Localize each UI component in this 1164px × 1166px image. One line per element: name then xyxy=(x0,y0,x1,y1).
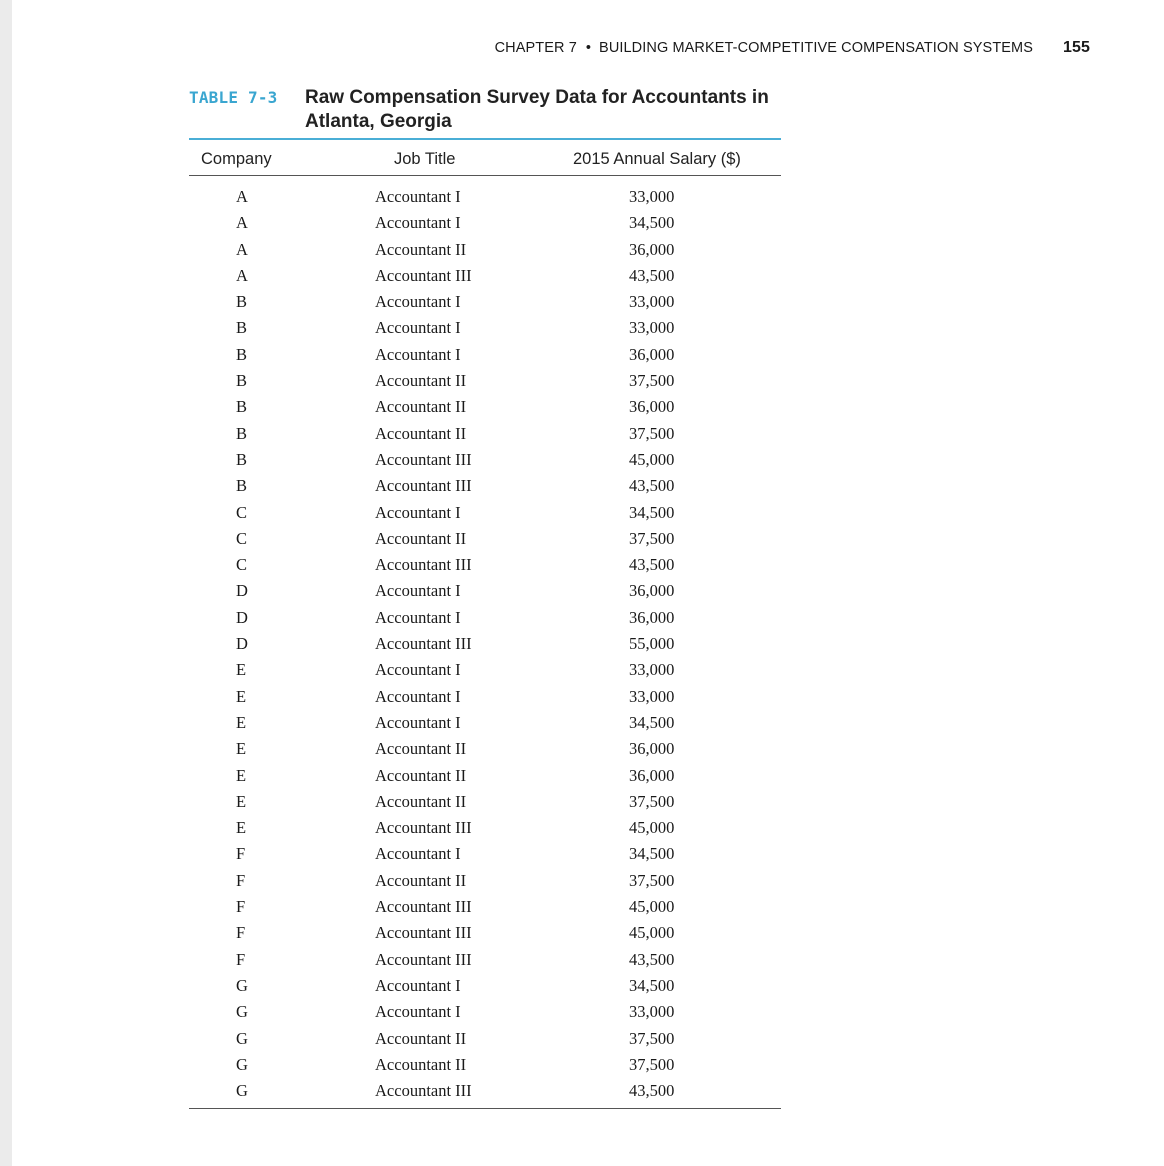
table-row xyxy=(189,343,781,369)
page-gutter xyxy=(0,0,12,1166)
cell-salary: 36,000 xyxy=(629,581,675,601)
cell-job-title: Accountant I xyxy=(375,686,461,706)
cell-job-title: Accountant III xyxy=(375,818,472,838)
cell-job-title: Accountant I xyxy=(375,344,461,364)
cell-company: G xyxy=(236,1028,248,1048)
cell-salary: 34,500 xyxy=(629,844,675,864)
cell-salary: 33,000 xyxy=(629,1002,675,1022)
cell-company: D xyxy=(236,607,248,627)
table-body xyxy=(189,185,781,1105)
table-row xyxy=(189,764,781,790)
cell-salary: 37,500 xyxy=(629,528,675,548)
cell-job-title: Accountant II xyxy=(375,791,467,811)
cell-job-title: Accountant III xyxy=(375,1081,472,1101)
cell-company: G xyxy=(236,975,248,995)
cell-job-title: Accountant I xyxy=(375,187,461,206)
table-row xyxy=(189,474,781,500)
table-row xyxy=(189,501,781,527)
table-row xyxy=(189,1000,781,1026)
cell-salary: 33,000 xyxy=(629,660,675,680)
cell-company: C xyxy=(236,528,248,548)
chapter-title: BUILDING MARKET-COMPETITIVE COMPENSATION SYSTEMS xyxy=(599,40,1033,56)
cell-job-title: Accountant I xyxy=(375,660,461,680)
table-row xyxy=(189,185,781,211)
cell-job-title: Accountant II xyxy=(375,870,467,890)
table-row xyxy=(189,737,781,763)
cell-job-title: Accountant I xyxy=(375,581,461,601)
cell-company: C xyxy=(236,555,248,575)
cell-company: B xyxy=(236,476,248,496)
cell-salary: 43,500 xyxy=(629,555,675,575)
cell-job-title: Accountant III xyxy=(375,476,472,496)
cell-job-title: Accountant III xyxy=(375,449,472,469)
cell-salary: 34,500 xyxy=(629,213,675,233)
cell-company: A xyxy=(236,265,248,285)
cell-job-title: Accountant II xyxy=(375,765,467,785)
cell-company: E xyxy=(236,686,247,706)
bullet-separator: • xyxy=(585,40,592,56)
table-row xyxy=(189,606,781,632)
cell-company: F xyxy=(236,844,246,864)
cell-salary: 36,000 xyxy=(629,344,675,364)
table-row xyxy=(189,658,781,684)
cell-company: A xyxy=(236,213,248,233)
table-row xyxy=(189,869,781,895)
cell-job-title: Accountant II xyxy=(375,423,467,443)
cell-job-title: Accountant I xyxy=(375,502,461,522)
table-row xyxy=(189,1079,781,1105)
table-row xyxy=(189,553,781,579)
cell-company: E xyxy=(236,791,247,811)
cell-salary: 33,000 xyxy=(629,318,675,338)
table-header-row xyxy=(189,150,781,172)
cell-company: B xyxy=(236,344,248,364)
table-top-rule xyxy=(189,138,781,140)
cell-salary: 45,000 xyxy=(629,449,675,469)
cell-job-title: Accountant I xyxy=(375,607,461,627)
table-row xyxy=(189,1053,781,1079)
column-header-company: Company xyxy=(201,150,272,168)
cell-salary: 36,000 xyxy=(629,607,675,627)
cell-job-title: Accountant III xyxy=(375,949,472,969)
table-row xyxy=(189,974,781,1000)
cell-job-title: Accountant II xyxy=(375,528,467,548)
cell-salary: 33,000 xyxy=(629,292,675,312)
cell-job-title: Accountant III xyxy=(375,897,472,917)
cell-company: F xyxy=(236,897,246,917)
cell-salary: 45,000 xyxy=(629,923,675,943)
table-row xyxy=(189,948,781,974)
table-row xyxy=(189,579,781,605)
cell-salary: 37,500 xyxy=(629,371,675,391)
page-number: 155 xyxy=(1063,39,1090,56)
cell-company: B xyxy=(236,318,248,338)
cell-company: E xyxy=(236,765,247,785)
cell-company: E xyxy=(236,712,247,732)
cell-salary: 37,500 xyxy=(629,1028,675,1048)
cell-salary: 36,000 xyxy=(629,739,675,759)
cell-company: E xyxy=(236,739,247,759)
cell-company: B xyxy=(236,292,248,312)
cell-company: E xyxy=(236,818,247,838)
table-row xyxy=(189,842,781,868)
cell-salary: 45,000 xyxy=(629,818,675,838)
column-header-salary: 2015 Annual Salary ($) xyxy=(573,150,741,168)
table-row xyxy=(189,238,781,264)
table-row xyxy=(189,1027,781,1053)
cell-salary: 55,000 xyxy=(629,634,675,654)
cell-company: G xyxy=(236,1054,248,1074)
table-label: TABLE 7-3 xyxy=(189,88,278,107)
cell-salary: 37,500 xyxy=(629,423,675,443)
cell-company: B xyxy=(236,371,248,391)
cell-company: F xyxy=(236,923,246,943)
cell-salary: 36,000 xyxy=(629,765,675,785)
table-row xyxy=(189,316,781,342)
cell-company: G xyxy=(236,1002,248,1022)
cell-company: E xyxy=(236,660,247,680)
table-row xyxy=(189,632,781,658)
cell-company: F xyxy=(236,870,246,890)
table-row xyxy=(189,711,781,737)
cell-job-title: Accountant I xyxy=(375,213,461,233)
cell-job-title: Accountant I xyxy=(375,318,461,338)
table-row xyxy=(189,527,781,553)
cell-company: G xyxy=(236,1081,248,1101)
chapter-number: CHAPTER 7 xyxy=(494,40,577,56)
cell-job-title: Accountant I xyxy=(375,844,461,864)
cell-salary: 43,500 xyxy=(629,265,675,285)
cell-salary: 43,500 xyxy=(629,1081,675,1101)
cell-job-title: Accountant III xyxy=(375,923,472,943)
cell-job-title: Accountant II xyxy=(375,1028,467,1048)
cell-job-title: Accountant I xyxy=(375,292,461,312)
cell-job-title: Accountant II xyxy=(375,239,467,259)
cell-salary: 33,000 xyxy=(629,187,675,206)
cell-company: D xyxy=(236,634,248,654)
cell-salary: 43,500 xyxy=(629,476,675,496)
cell-company: B xyxy=(236,397,248,417)
table-header-rule xyxy=(189,175,781,176)
cell-company: B xyxy=(236,449,248,469)
table-row xyxy=(189,790,781,816)
cell-job-title: Accountant II xyxy=(375,397,467,417)
cell-salary: 37,500 xyxy=(629,1054,675,1074)
cell-company: A xyxy=(236,187,248,206)
table-row xyxy=(189,264,781,290)
cell-salary: 37,500 xyxy=(629,870,675,890)
cell-job-title: Accountant III xyxy=(375,265,472,285)
table-row xyxy=(189,395,781,421)
cell-salary: 43,500 xyxy=(629,949,675,969)
cell-company: F xyxy=(236,949,246,969)
cell-salary: 34,500 xyxy=(629,975,675,995)
cell-company: B xyxy=(236,423,248,443)
cell-salary: 34,500 xyxy=(629,712,675,732)
cell-job-title: Accountant II xyxy=(375,1054,467,1074)
table-row xyxy=(189,422,781,448)
cell-salary: 36,000 xyxy=(629,397,675,417)
table-row xyxy=(189,921,781,947)
table-row xyxy=(189,369,781,395)
table-row xyxy=(189,895,781,921)
cell-salary: 33,000 xyxy=(629,686,675,706)
table-row xyxy=(189,211,781,237)
cell-job-title: Accountant I xyxy=(375,1002,461,1022)
cell-job-title: Accountant I xyxy=(375,712,461,732)
table-row xyxy=(189,448,781,474)
cell-salary: 34,500 xyxy=(629,502,675,522)
table-bottom-rule xyxy=(189,1108,781,1109)
column-header-job-title: Job Title xyxy=(394,150,456,168)
cell-salary: 45,000 xyxy=(629,897,675,917)
cell-job-title: Accountant I xyxy=(375,975,461,995)
table-row xyxy=(189,816,781,842)
running-head xyxy=(0,39,1090,57)
cell-salary: 36,000 xyxy=(629,239,675,259)
cell-company: A xyxy=(236,239,248,259)
cell-company: C xyxy=(236,502,248,522)
table-row xyxy=(189,290,781,316)
cell-job-title: Accountant II xyxy=(375,739,467,759)
cell-company: D xyxy=(236,581,248,601)
cell-salary: 37,500 xyxy=(629,791,675,811)
table-row xyxy=(189,685,781,711)
cell-job-title: Accountant III xyxy=(375,634,472,654)
cell-job-title: Accountant II xyxy=(375,371,467,391)
table-title: Raw Compensation Survey Data for Accountants in Atlanta, Georgia xyxy=(305,87,769,132)
cell-job-title: Accountant III xyxy=(375,555,472,575)
